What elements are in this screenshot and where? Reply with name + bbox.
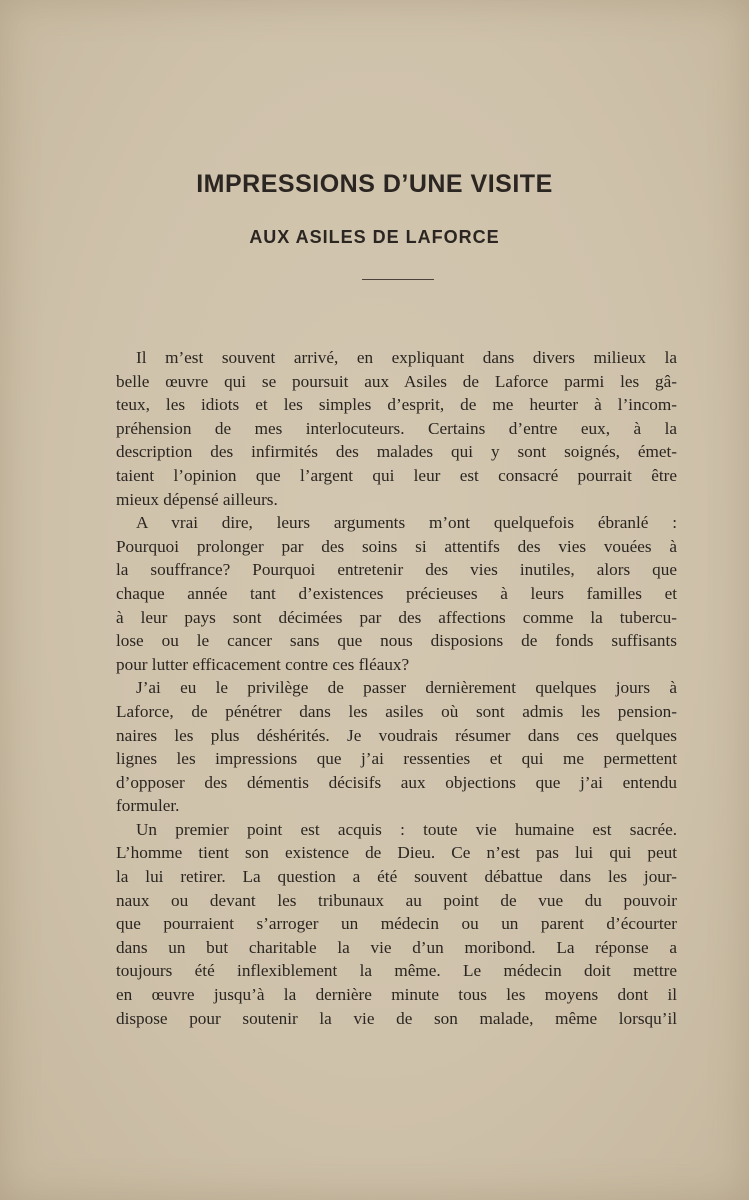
text-line: chaque année tant d’existences précieuses à leurs familles et bbox=[116, 583, 677, 603]
text-line: description des infirmités des malades qui y sont soignés, émet- bbox=[116, 442, 677, 462]
text-line: préhension de mes interlocuteurs. Certains d’entre eux, à la bbox=[116, 418, 677, 438]
page-subtitle: AUX ASILES DE LAFORCE bbox=[249, 227, 500, 247]
text-line: pour lutter efficacement contre ces fléaux? bbox=[116, 654, 410, 674]
body-text bbox=[116, 346, 677, 1030]
text-line: Un premier point est acquis : toute vie humaine est sacrée. bbox=[136, 819, 677, 839]
paragraph bbox=[116, 818, 677, 1030]
text-line: lose ou le cancer sans que nous disposions de fonds suffisants bbox=[116, 631, 677, 651]
text-line: à leur pays sont décimées par des affections comme la tubercu- bbox=[116, 607, 677, 627]
title-divider bbox=[362, 279, 434, 280]
text-line: dispose pour soutenir la vie de son malade, même lorsqu’il bbox=[116, 1008, 677, 1028]
text-line: teux, les idiots et les simples d’esprit, de me heurter à l’incom- bbox=[116, 395, 677, 415]
text-line: naires les plus déshérités. Je voudrais résumer dans ces quelques bbox=[116, 725, 677, 745]
text-line: Pourquoi prolonger par des soins si attentifs des vies vouées à bbox=[116, 536, 677, 556]
text-line: L’homme tient son existence de Dieu. Ce n’est pas lui qui peut bbox=[116, 843, 677, 863]
text-line: la lui retirer. La question a été souvent débattue dans les jour- bbox=[116, 867, 677, 887]
page-title: IMPRESSIONS D’UNE VISITE bbox=[196, 170, 553, 198]
text-line: J’ai eu le privilège de passer dernièrement quelques jours à bbox=[136, 678, 677, 698]
text-line: taient l’opinion que l’argent qui leur est consacré pourrait être bbox=[116, 465, 677, 485]
text-line: en œuvre jusqu’à la dernière minute tous les moyens dont il bbox=[116, 985, 677, 1005]
paragraph bbox=[116, 676, 677, 818]
text-line: d’opposer des démentis décisifs aux objections que j’ai entendu bbox=[116, 772, 677, 792]
text-line: naux ou devant les tribunaux au point de vue du pouvoir bbox=[116, 890, 677, 910]
text-line: A vrai dire, leurs arguments m’ont quelquefois ébranlé : bbox=[136, 513, 677, 533]
text-line: dans un but charitable la vie d’un moribond. La réponse a bbox=[116, 937, 677, 957]
text-line: lignes les impressions que j’ai ressenties et qui me permettent bbox=[116, 749, 677, 769]
text-line: Il m’est souvent arrivé, en expliquant dans divers milieux la bbox=[136, 348, 677, 367]
text-line: belle œuvre qui se poursuit aux Asiles de Laforce parmi les gâ- bbox=[116, 371, 677, 391]
text-line: la souffrance? Pourquoi entretenir des vies inutiles, alors que bbox=[116, 560, 677, 580]
text-line: que pourraient s’arroger un médecin ou un parent d’écourter bbox=[116, 914, 677, 934]
text-line: Laforce, de pénétrer dans les asiles où sont admis les pension- bbox=[116, 701, 677, 721]
paragraph bbox=[116, 511, 677, 676]
text-line: mieux dépensé ailleurs. bbox=[116, 489, 278, 509]
paragraph bbox=[116, 346, 677, 511]
text-line: formuler. bbox=[116, 796, 180, 816]
text-line: toujours été inflexiblement la même. Le médecin doit mettre bbox=[116, 961, 677, 981]
